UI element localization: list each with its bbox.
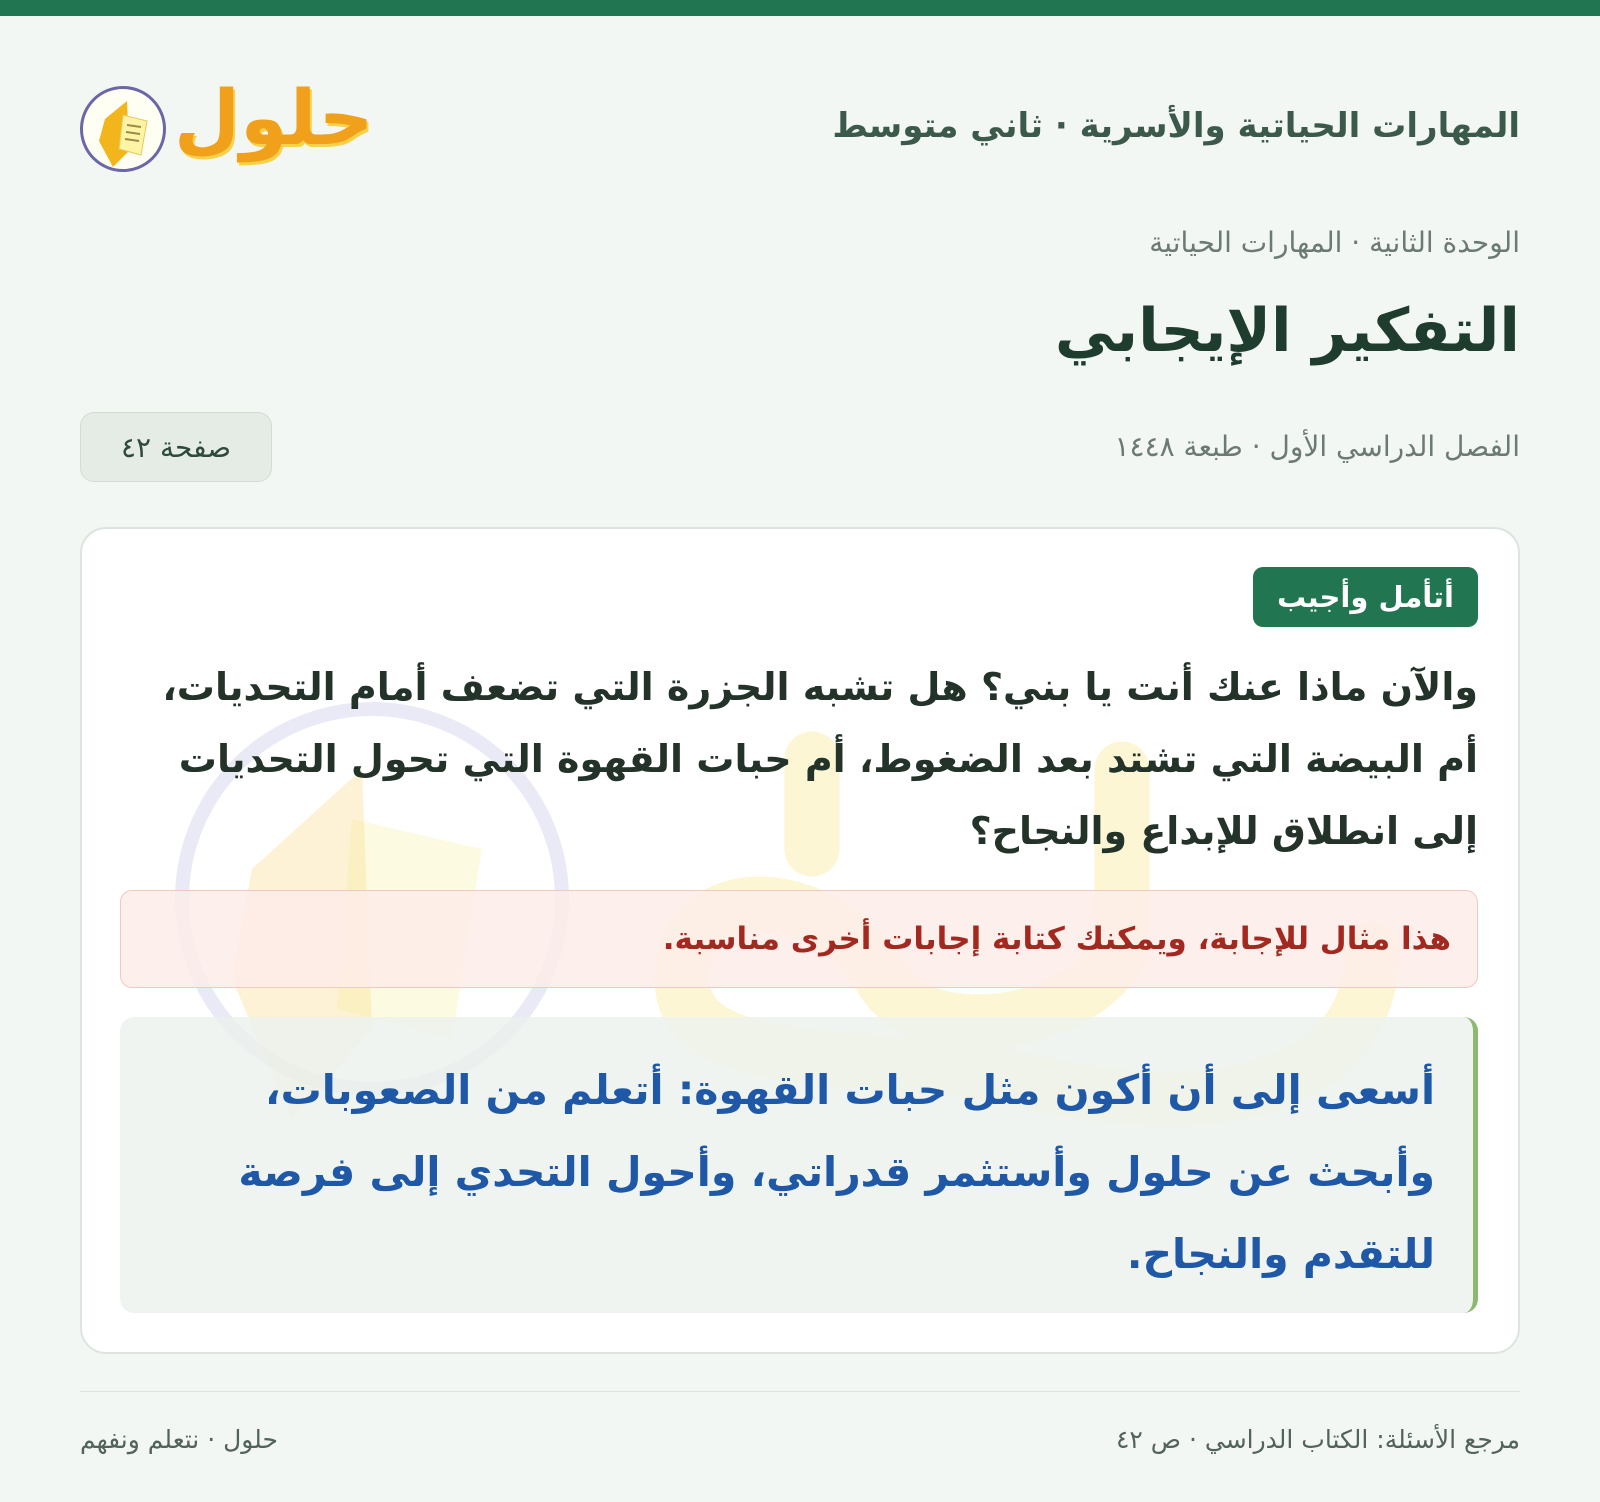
top-accent-bar [0,0,1600,16]
answer-box: أسعى إلى أن أكون مثل حبات القهوة: أتعلم من الصعوبات، وأبحث عن حلول وأستثمر قدراتي، وأحول التحدي إلى فرصة للتقدم والنجاح. [120,1017,1478,1313]
logo-wordmark: حلول [174,73,374,162]
reflect-answer-badge: أتأمل وأجيب [1253,567,1478,627]
example-answer-note: هذا مثال للإجابة، ويمكنك كتابة إجابات أخرى مناسبة. [120,890,1478,988]
question-card [80,527,1520,1354]
page-number-badge: صفحة ٤٢ [80,412,272,482]
book-seal-icon [80,86,166,172]
questions-reference: مرجع الأسئلة: الكتاب الدراسي · ص ٤٢ [1115,1425,1520,1454]
question-text: والآن ماذا عنك أنت يا بني؟ هل تشبه الجزرة التي تضعف أمام التحديات، أم البيضة التي تشتد بعد الضغوط، أم حبات القهوة التي تحول التحديات إلى انطلاق للإبداع والنجاح؟ [162,665,1478,853]
footer-divider [80,1391,1520,1392]
page-title: التفكير الإيجابي [1054,296,1520,366]
term-edition: الفصل الدراسي الأول · طبعة ١٤٤٨ [1114,430,1520,463]
course-title: المهارات الحياتية والأسرية · ثاني متوسط [832,106,1520,146]
footer-brand: حلول · نتعلم ونفهم [80,1425,278,1454]
site-header [80,68,1520,188]
site-logo[interactable] [80,68,374,188]
unit-breadcrumb: الوحدة الثانية · المهارات الحياتية [1149,226,1520,259]
